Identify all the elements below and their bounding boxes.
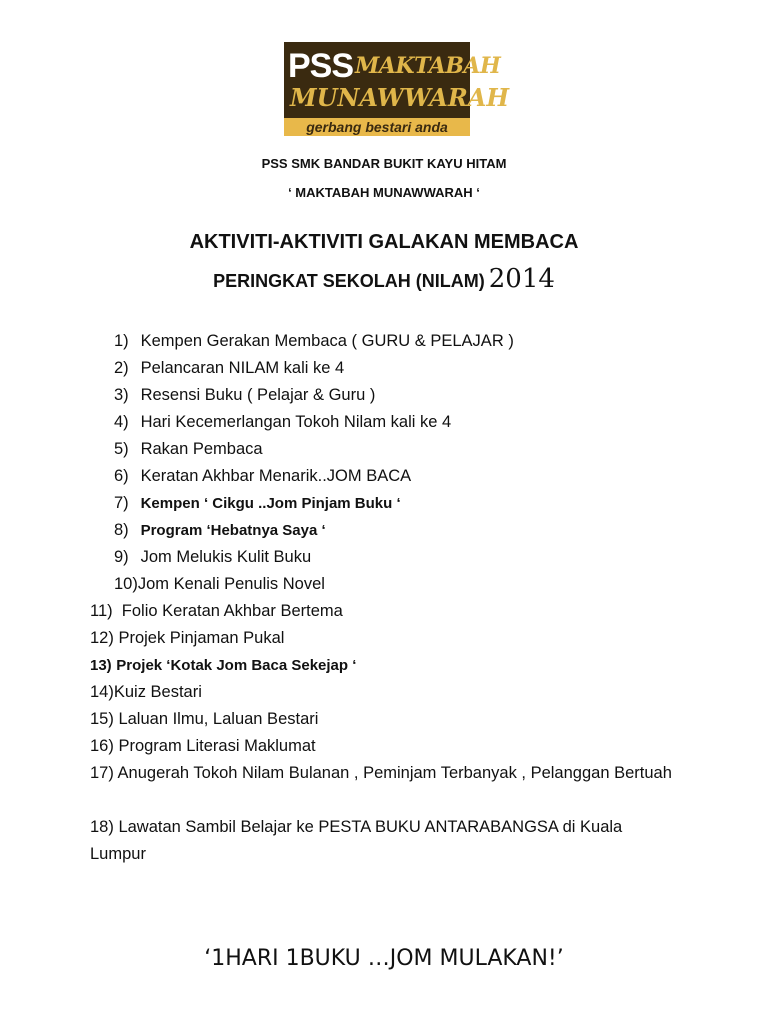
list-item-number: 9): [114, 548, 129, 566]
list-item-number: 13): [90, 657, 112, 674]
list-item: [114, 382, 734, 409]
list-item: [90, 652, 710, 679]
list-item-text: Keratan Akhbar Menarik..JOM BACA: [140, 467, 412, 485]
list-item: [114, 436, 734, 463]
logo-maktabah-text: MAKTABAH: [355, 53, 501, 79]
list-item-number: 10): [114, 575, 138, 593]
list-item-number: 7): [114, 494, 129, 512]
list-item-number: 17): [90, 764, 114, 782]
list-item-number: 2): [114, 359, 129, 377]
list-item: [90, 760, 680, 787]
footer-slogan: ‘1HARI 1BUKU …JOM MULAKAN!’: [204, 946, 564, 971]
page-title-year: 2014: [488, 264, 555, 294]
list-item-number: 8): [114, 521, 129, 539]
logo-pss-text: PSS: [288, 47, 354, 85]
list-item-number: 3): [114, 386, 129, 404]
logo-tagline: gerbang bestari anda: [284, 118, 470, 136]
list-item-number: 12): [90, 629, 114, 647]
list-item-number: 4): [114, 413, 129, 431]
list-item-text: Laluan Ilmu, Laluan Bestari: [118, 710, 319, 728]
list-item: [90, 706, 710, 733]
list-item-text: Program ‘Hebatnya Saya ‘: [140, 522, 326, 539]
page-title-line1: AKTIVITI-AKTIVITI GALAKAN MEMBACA: [189, 231, 579, 253]
list-item: [114, 517, 734, 544]
list-item-text: Kempen Gerakan Membaca ( GURU & PELAJAR ): [140, 332, 514, 350]
list-item-number: 15): [90, 710, 114, 728]
school-name: PSS SMK BANDAR BUKIT KAYU HITAM: [261, 156, 507, 171]
list-item: [90, 625, 710, 652]
list-item-text: Hari Kecemerlangan Tokoh Nilam kali ke 4: [140, 413, 452, 431]
list-item-text: Projek Pinjaman Pukal: [118, 629, 285, 647]
list-item-number: 18): [90, 818, 114, 836]
library-name: ‘ MAKTABAH MUNAWWARAH ‘: [288, 185, 480, 200]
list-item: [114, 544, 734, 571]
list-item-text: Program Literasi Maklumat: [118, 737, 316, 755]
list-item: [90, 814, 680, 868]
list-item-number: 14): [90, 683, 114, 701]
list-item: [114, 409, 734, 436]
list-item-text: Rakan Pembaca: [140, 440, 263, 458]
list-item-number: 5): [114, 440, 129, 458]
list-item: [114, 355, 734, 382]
list-item-text: Projek ‘Kotak Jom Baca Sekejap ‘: [116, 657, 357, 674]
list-item-number: 11): [90, 602, 113, 620]
list-item-text: Kempen ‘ Cikgu ..Jom Pinjam Buku ‘: [140, 495, 401, 512]
list-item-number: 6): [114, 467, 129, 485]
list-item-number: 1): [114, 332, 129, 350]
list-item-text: Pelancaran NILAM kali ke 4: [140, 359, 345, 377]
list-item-text: Jom Kenali Penulis Novel: [137, 575, 325, 593]
list-item: [114, 328, 734, 355]
page-title-line2: [0, 264, 768, 294]
list-item: [90, 679, 710, 706]
list-item: [114, 490, 734, 517]
logo-munawwarah-text: MUNAWWARAH: [290, 83, 510, 112]
list-item: [90, 598, 710, 625]
logo-top-row: [288, 44, 501, 88]
list-item: [114, 571, 734, 598]
list-item-text: Kuiz Bestari: [113, 683, 202, 701]
library-logo: [284, 42, 510, 136]
list-item-text: Resensi Buku ( Pelajar & Guru ): [140, 386, 376, 404]
list-item: [114, 463, 734, 490]
list-item-text: Lawatan Sambil Belajar ke PESTA BUKU ANTARABANGSA di Kuala Lumpur: [90, 818, 623, 863]
page-title-line2-text: PERINGKAT SEKOLAH (NILAM): [213, 271, 485, 291]
list-item-text: Anugerah Tokoh Nilam Bulanan , Peminjam Terbanyak , Pelanggan Bertuah: [117, 764, 672, 782]
list-item-number: 16): [90, 737, 114, 755]
list-item-text: Folio Keratan Akhbar Bertema: [121, 602, 343, 620]
list-item: [90, 733, 710, 760]
list-item-text: Jom Melukis Kulit Buku: [140, 548, 312, 566]
